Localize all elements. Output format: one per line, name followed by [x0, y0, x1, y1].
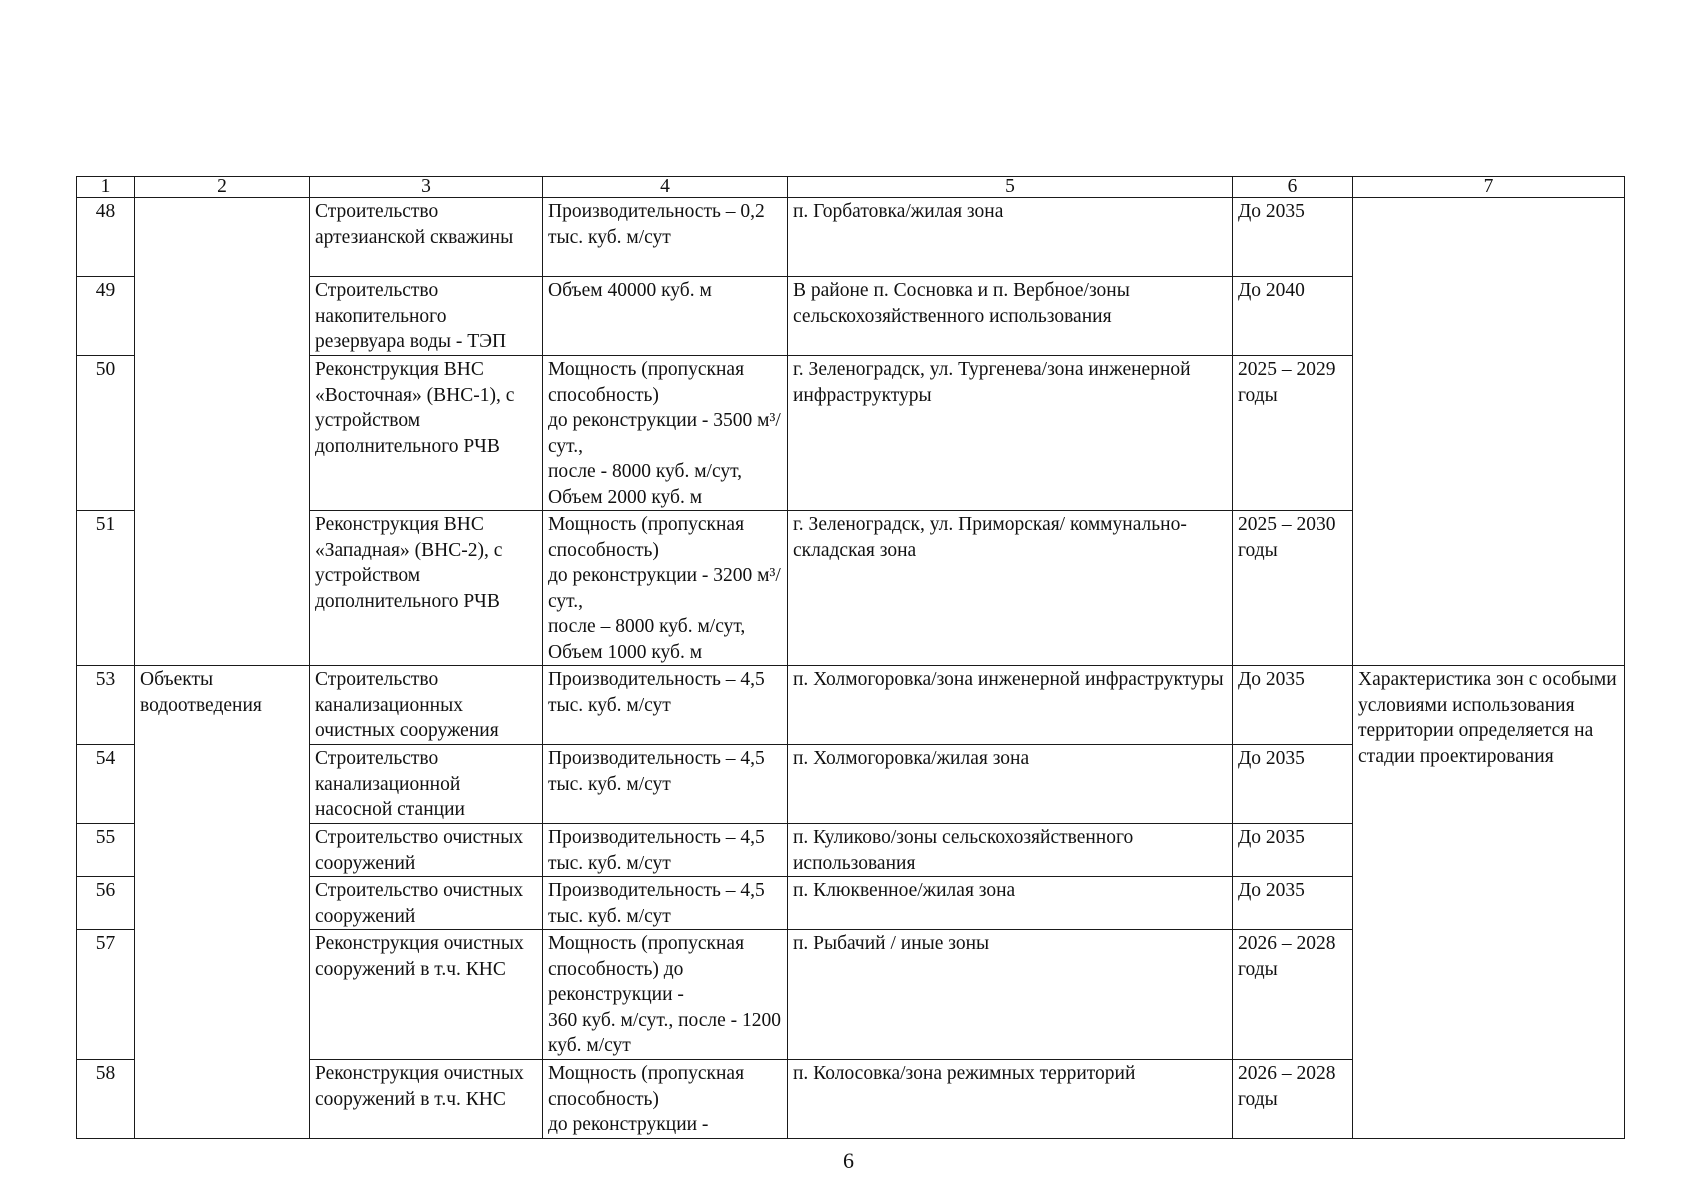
implementation-term-cell: 2026 – 2028 годы: [1233, 1060, 1353, 1139]
object-name-cell: Реконструкция очистных сооружений в т.ч. КНС: [310, 930, 543, 1060]
row-number: 57: [77, 930, 135, 1060]
object-characteristics-cell: Производительность – 4,5 тыс. куб. м/сут: [543, 824, 788, 877]
object-location-cell: п. Колосовка/зона режимных территорий: [788, 1060, 1233, 1139]
zone-characteristics-cell: [1353, 198, 1625, 666]
object-location-cell: г. Зеленоградск, ул. Тургенева/зона инженерной инфраструктуры: [788, 356, 1233, 511]
implementation-term-cell: 2025 – 2030 годы: [1233, 511, 1353, 666]
implementation-term-cell: До 2040: [1233, 277, 1353, 356]
object-name-cell: Строительство артезианской скважины: [310, 198, 543, 277]
object-location-cell: п. Клюквенное/жилая зона: [788, 877, 1233, 930]
implementation-term-cell: 2026 – 2028 годы: [1233, 930, 1353, 1060]
column-header: 2: [135, 177, 310, 198]
table-row: [77, 666, 1625, 745]
object-name-cell: Строительство канализационных очистных сооружения: [310, 666, 543, 745]
row-number: 54: [77, 745, 135, 824]
implementation-term-cell: 2025 – 2029 годы: [1233, 356, 1353, 511]
zone-characteristics-cell: Характеристика зон с особыми условиями использования территории определяется на стадии проектирования: [1353, 666, 1625, 1139]
implementation-term-cell: До 2035: [1233, 198, 1353, 277]
row-number: 56: [77, 877, 135, 930]
row-number: 50: [77, 356, 135, 511]
object-location-cell: В районе п. Сосновка и п. Вербное/зоны сельскохозяйственного использования: [788, 277, 1233, 356]
implementation-term-cell: До 2035: [1233, 666, 1353, 745]
object-name-cell: Реконструкция ВНС «Западная» (ВНС-2), с устройством дополнительного РЧВ: [310, 511, 543, 666]
implementation-term-cell: До 2035: [1233, 877, 1353, 930]
column-header: 4: [543, 177, 788, 198]
object-characteristics-cell: Производительность – 4,5 тыс. куб. м/сут: [543, 745, 788, 824]
page-number: 6: [843, 1148, 854, 1173]
object-name-cell: Строительство очистных сооружений: [310, 877, 543, 930]
table-row: [77, 198, 1625, 277]
row-number: 53: [77, 666, 135, 745]
object-location-cell: г. Зеленоградск, ул. Приморская/ коммунально-складская зона: [788, 511, 1233, 666]
row-number: 55: [77, 824, 135, 877]
object-characteristics-cell: Производительность – 0,2 тыс. куб. м/сут: [543, 198, 788, 277]
column-header: 3: [310, 177, 543, 198]
implementation-term-cell: До 2035: [1233, 745, 1353, 824]
implementation-term-cell: До 2035: [1233, 824, 1353, 877]
object-characteristics-cell: Мощность (пропускная способность) до реконструкции - 360 куб. м/сут., после - 1200 куб. м/сут: [543, 930, 788, 1060]
column-header: 5: [788, 177, 1233, 198]
object-name-cell: Строительство накопительного резервуара воды - ТЭП: [310, 277, 543, 356]
row-number: 48: [77, 198, 135, 277]
column-header: 6: [1233, 177, 1353, 198]
column-header: 1: [77, 177, 135, 198]
column-number-row: [77, 177, 1625, 198]
document-table-container: [76, 176, 1624, 1140]
column-header: 7: [1353, 177, 1625, 198]
object-characteristics-cell: Объем 40000 куб. м: [543, 277, 788, 356]
object-characteristics-cell: Производительность – 4,5 тыс. куб. м/сут: [543, 877, 788, 930]
object-location-cell: п. Рыбачий / иные зоны: [788, 930, 1233, 1060]
row-number: 58: [77, 1060, 135, 1139]
object-name-cell: Строительство очистных сооружений: [310, 824, 543, 877]
object-characteristics-cell: Мощность (пропускная способность) до реконструкции -: [543, 1060, 788, 1139]
object-name-cell: Строительство канализационной насосной станции: [310, 745, 543, 824]
object-location-cell: п. Холмогоровка/зона инженерной инфраструктуры: [788, 666, 1233, 745]
row-number: 49: [77, 277, 135, 356]
object-characteristics-cell: Мощность (пропускная способность) до реконструкции - 3200 м³/сут., после – 8000 куб. м/сут, Объем 1000 куб. м: [543, 511, 788, 666]
object-name-cell: Реконструкция ВНС «Восточная» (ВНС-1), с устройством дополнительного РЧВ: [310, 356, 543, 511]
object-location-cell: п. Куликово/зоны сельскохозяйственного использования: [788, 824, 1233, 877]
object-name-cell: Реконструкция очистных сооружений в т.ч. КНС: [310, 1060, 543, 1139]
object-location-cell: п. Горбатовка/жилая зона: [788, 198, 1233, 277]
object-location-cell: п. Холмогоровка/жилая зона: [788, 745, 1233, 824]
object-category-cell: [135, 198, 310, 666]
object-characteristics-cell: Мощность (пропускная способность) до реконструкции - 3500 м³/сут., после - 8000 куб. м/сут, Объем 2000 куб. м: [543, 356, 788, 511]
objects-table: [76, 176, 1625, 1139]
object-category-cell: Объекты водоотведения: [135, 666, 310, 1139]
row-number: 51: [77, 511, 135, 666]
object-characteristics-cell: Производительность – 4,5 тыс. куб. м/сут: [543, 666, 788, 745]
